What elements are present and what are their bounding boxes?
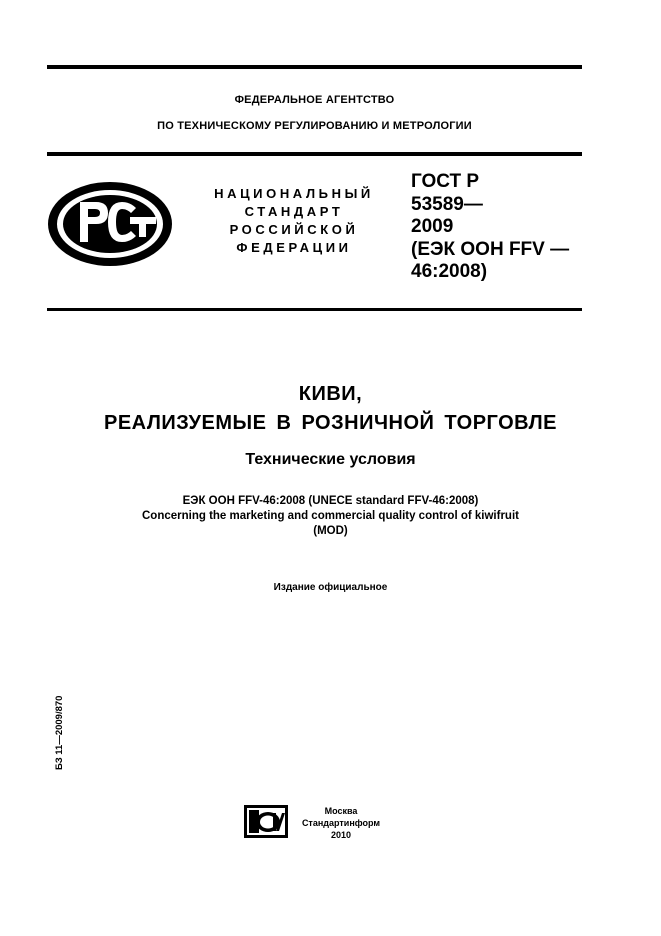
designation-line-1: ГОСТ Р	[411, 171, 480, 192]
publisher-block	[291, 805, 391, 841]
designation-rule	[47, 308, 582, 311]
document-subtitle: Технические условия	[245, 451, 416, 468]
document-title-line-2: РЕАЛИЗУЕМЫЕ В РОЗНИЧНОЙ ТОРГОВЛЕ	[104, 412, 557, 434]
publisher-year: 2010	[330, 830, 352, 840]
header-rule	[47, 152, 582, 156]
publisher-name: Стандартинформ	[301, 818, 381, 828]
standard-type-line-4: ФЕДЕРАЦИИ	[236, 240, 352, 255]
standard-type-line-1: НАЦИОНАЛЬНЫЙ	[214, 186, 374, 201]
rst-logo-icon	[46, 180, 174, 268]
agency-line-1: ФЕДЕРАЛЬНОЕ АГЕНТСТВО	[234, 94, 395, 106]
publisher-city: Москва	[324, 806, 358, 816]
designation-line-2: 53589—	[411, 193, 483, 215]
reference-line-1: ЕЭК ООН FFV-46:2008 (UNECE standard FFV-46:2008)	[182, 495, 479, 507]
edition-label: Издание официальное	[273, 582, 388, 593]
designation-line-5: 46:2008)	[411, 261, 488, 282]
reference-line-3: (MOD)	[313, 525, 348, 537]
designation-line-3: 2009	[411, 216, 454, 237]
standard-designation	[411, 171, 591, 284]
document-title-line-1: КИВИ,	[298, 383, 363, 405]
reference-block	[0, 494, 661, 539]
designation-line-4: (ЕЭК ООН FFV —	[411, 238, 570, 260]
standartinform-logo-icon	[244, 805, 288, 838]
reference-line-2: Concerning the marketing and commercial quality control of kiwifruit	[141, 510, 519, 522]
side-note: БЗ 11—2009/870	[54, 695, 65, 770]
standard-type	[196, 185, 392, 257]
agency-line-2: ПО ТЕХНИЧЕСКОМУ РЕГУЛИРОВАНИЮ И МЕТРОЛОГИИ	[157, 120, 472, 132]
top-rule	[47, 65, 582, 69]
standard-type-line-2: СТАНДАРТ	[244, 204, 344, 219]
standard-type-line-3: РОССИЙСКОЙ	[229, 222, 359, 237]
